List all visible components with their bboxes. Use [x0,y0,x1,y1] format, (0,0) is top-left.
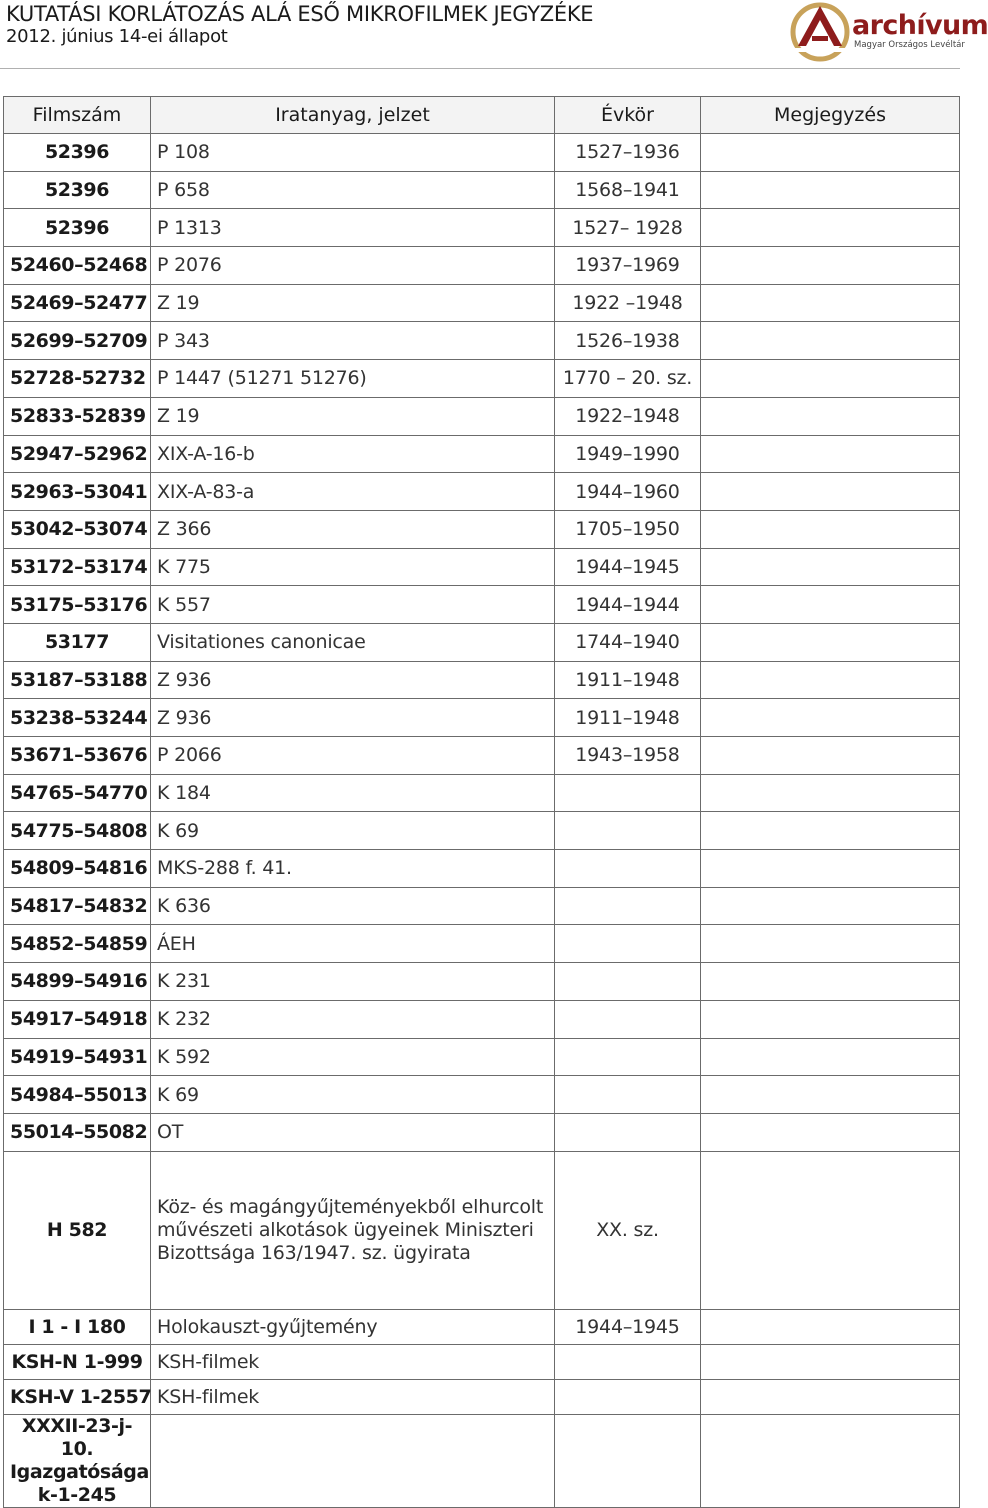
remark-cell [701,360,960,398]
year-range-cell: 1911–1948 [555,699,701,737]
film-number-cell: 52469–52477 [4,284,151,322]
film-number-cell: 54917–54918 [4,1000,151,1038]
year-range-cell: 1911–1948 [555,661,701,699]
film-number-cell: 54809–54816 [4,850,151,888]
remark-cell [701,510,960,548]
remark-cell [701,774,960,812]
year-range-cell: 1944–1945 [555,548,701,586]
remark-cell [701,284,960,322]
film-number-cell: 52396 [4,209,151,247]
record-reference-cell: ÁEH [151,925,555,963]
table-body [4,134,960,1508]
year-range-cell [555,887,701,925]
record-reference-cell: P 343 [151,322,555,360]
remark-cell [701,623,960,661]
year-range-cell: 1949–1990 [555,435,701,473]
film-number-cell: 52728-52732 [4,360,151,398]
year-range-cell [555,1000,701,1038]
year-range-cell [555,1379,701,1414]
table-row [4,661,960,699]
record-reference-cell: Z 936 [151,661,555,699]
record-reference-cell: KSH-filmek [151,1344,555,1379]
logo-wordmark: archívum [852,10,988,41]
table-row [4,699,960,737]
remark-cell [701,699,960,737]
year-range-cell [555,1113,701,1151]
film-number-cell: 54852–54859 [4,925,151,963]
record-reference-cell: Z 19 [151,284,555,322]
film-number-cell: 54765–54770 [4,774,151,812]
film-number-cell: 53042–53074 [4,510,151,548]
year-range-cell: XX. sz. [555,1151,701,1309]
year-range-cell [555,1344,701,1379]
record-reference-cell: K 69 [151,812,555,850]
table-row [4,473,960,511]
year-range-cell: 1770 – 20. sz. [555,360,701,398]
film-number-cell: 52460–52468 [4,247,151,285]
film-number-cell: 52699–52709 [4,322,151,360]
record-reference-cell [151,1414,555,1507]
film-number-cell: 53238–53244 [4,699,151,737]
year-range-cell: 1527– 1928 [555,209,701,247]
remark-cell [701,661,960,699]
document-date: 2012. június 14-ei állapot [6,26,228,47]
record-reference-cell: K 232 [151,1000,555,1038]
record-reference-cell: P 658 [151,171,555,209]
film-number-cell: 52396 [4,134,151,172]
year-range-cell: 1944–1960 [555,473,701,511]
record-reference-cell: Z 366 [151,510,555,548]
year-range-cell: 1526–1938 [555,322,701,360]
table-row [4,1151,960,1309]
film-number-cell: 53177 [4,623,151,661]
table-row [4,623,960,661]
film-number-cell: 52947–52962 [4,435,151,473]
year-range-cell [555,1038,701,1076]
remark-cell [701,1309,960,1344]
table-row [4,1038,960,1076]
table-row [4,209,960,247]
document-title: KUTATÁSI KORLÁTOZÁS ALÁ ESŐ MIKROFILMEK JEGYZÉKE [6,2,594,26]
remark-cell [701,435,960,473]
year-range-cell [555,1414,701,1507]
table-row [4,1113,960,1151]
year-range-cell: 1527–1936 [555,134,701,172]
table-row [4,1309,960,1344]
film-number-cell: 53187–53188 [4,661,151,699]
film-number-cell: 52396 [4,171,151,209]
remark-cell [701,887,960,925]
record-reference-cell: Visitationes canonicae [151,623,555,661]
record-reference-cell: XIX-A-83-a [151,473,555,511]
record-reference-cell: K 775 [151,548,555,586]
table-row [4,850,960,888]
record-reference-cell: K 557 [151,586,555,624]
film-number-cell: 54775–54808 [4,812,151,850]
record-reference-cell: K 231 [151,963,555,1001]
film-number-cell: 55014–55082 [4,1113,151,1151]
remark-cell [701,322,960,360]
logo-subtitle: Magyar Országos Levéltár [854,40,965,50]
record-reference-cell: OT [151,1113,555,1151]
column-header-megjegyzes: Megjegyzés [701,97,960,134]
year-range-cell [555,812,701,850]
table-row [4,435,960,473]
year-range-cell [555,963,701,1001]
record-reference-cell: Z 936 [151,699,555,737]
film-number-cell: I 1 - I 180 [4,1309,151,1344]
table-row [4,1076,960,1114]
film-number-cell: 53175–53176 [4,586,151,624]
record-reference-cell: P 1313 [151,209,555,247]
table-row [4,1414,960,1507]
film-number-cell: 53172–53174 [4,548,151,586]
year-range-cell [555,1076,701,1114]
remark-cell [701,812,960,850]
archivum-emblem-icon [790,2,852,62]
remark-cell [701,1151,960,1309]
year-range-cell [555,925,701,963]
table-row [4,887,960,925]
table-row [4,548,960,586]
record-reference-cell: P 1447 (51271 51276) [151,360,555,398]
remark-cell [701,134,960,172]
remark-cell [701,850,960,888]
column-header-iratanyag: Iratanyag, jelzet [151,97,555,134]
year-range-cell [555,850,701,888]
film-number-cell: 53671–53676 [4,737,151,775]
remark-cell [701,209,960,247]
year-range-cell: 1705–1950 [555,510,701,548]
remark-cell [701,473,960,511]
year-range-cell: 1944–1944 [555,586,701,624]
header-divider [0,68,960,69]
column-header-filmszam: Filmszám [4,97,151,134]
year-range-cell [555,774,701,812]
film-number-cell: 52833-52839 [4,397,151,435]
table-row [4,171,960,209]
microfilm-table [3,96,960,1508]
table-row [4,322,960,360]
year-range-cell: 1922 –1948 [555,284,701,322]
table-row [4,1344,960,1379]
table-row [4,586,960,624]
record-reference-cell: Köz- és magángyűjteményekből elhurcolt művészeti alkotások ügyeinek Miniszteri Bizottsága 163/1947. sz. ügyirata [151,1151,555,1309]
year-range-cell: 1944–1945 [555,1309,701,1344]
record-reference-cell: K 184 [151,774,555,812]
remark-cell [701,1000,960,1038]
table-row [4,737,960,775]
table-row [4,812,960,850]
year-range-cell: 1943–1958 [555,737,701,775]
film-number-cell: 54984–55013 [4,1076,151,1114]
record-reference-cell: Holokauszt-gyűjtemény [151,1309,555,1344]
remark-cell [701,1076,960,1114]
remark-cell [701,1414,960,1507]
record-reference-cell: K 592 [151,1038,555,1076]
remark-cell [701,1038,960,1076]
film-number-cell: KSH-V 1-2557 [4,1379,151,1414]
record-reference-cell: XIX-A-16-b [151,435,555,473]
remark-cell [701,737,960,775]
table-row [4,247,960,285]
remark-cell [701,171,960,209]
table-row [4,134,960,172]
film-number-cell: 54817–54832 [4,887,151,925]
table-header-row [4,97,960,134]
remark-cell [701,548,960,586]
remark-cell [701,1344,960,1379]
film-number-cell: 52963–53041 [4,473,151,511]
record-reference-cell: K 636 [151,887,555,925]
record-reference-cell: P 2066 [151,737,555,775]
film-number-cell: 54899–54916 [4,963,151,1001]
remark-cell [701,247,960,285]
record-reference-cell: KSH-filmek [151,1379,555,1414]
record-reference-cell: P 108 [151,134,555,172]
year-range-cell: 1744–1940 [555,623,701,661]
record-reference-cell: Z 19 [151,397,555,435]
remark-cell [701,1113,960,1151]
record-reference-cell: K 69 [151,1076,555,1114]
table-row [4,360,960,398]
table-row [4,1379,960,1414]
record-reference-cell: MKS-288 f. 41. [151,850,555,888]
page-header [0,0,988,72]
remark-cell [701,963,960,1001]
table-row [4,925,960,963]
table-row [4,1000,960,1038]
record-reference-cell: P 2076 [151,247,555,285]
column-header-evkor: Évkör [555,97,701,134]
remark-cell [701,586,960,624]
film-number-cell: 54919–54931 [4,1038,151,1076]
table-row [4,284,960,322]
remark-cell [701,925,960,963]
film-number-cell: KSH-N 1-999 [4,1344,151,1379]
remark-cell [701,1379,960,1414]
remark-cell [701,397,960,435]
table-row [4,774,960,812]
table-row [4,963,960,1001]
table-row [4,510,960,548]
year-range-cell: 1922–1948 [555,397,701,435]
archivum-logo [790,2,988,62]
year-range-cell: 1568–1941 [555,171,701,209]
table-row [4,397,960,435]
film-number-cell: XXXII-23-j-10. Igazgatósága k-1-245 [4,1414,151,1507]
year-range-cell: 1937–1969 [555,247,701,285]
film-number-cell: H 582 [4,1151,151,1309]
